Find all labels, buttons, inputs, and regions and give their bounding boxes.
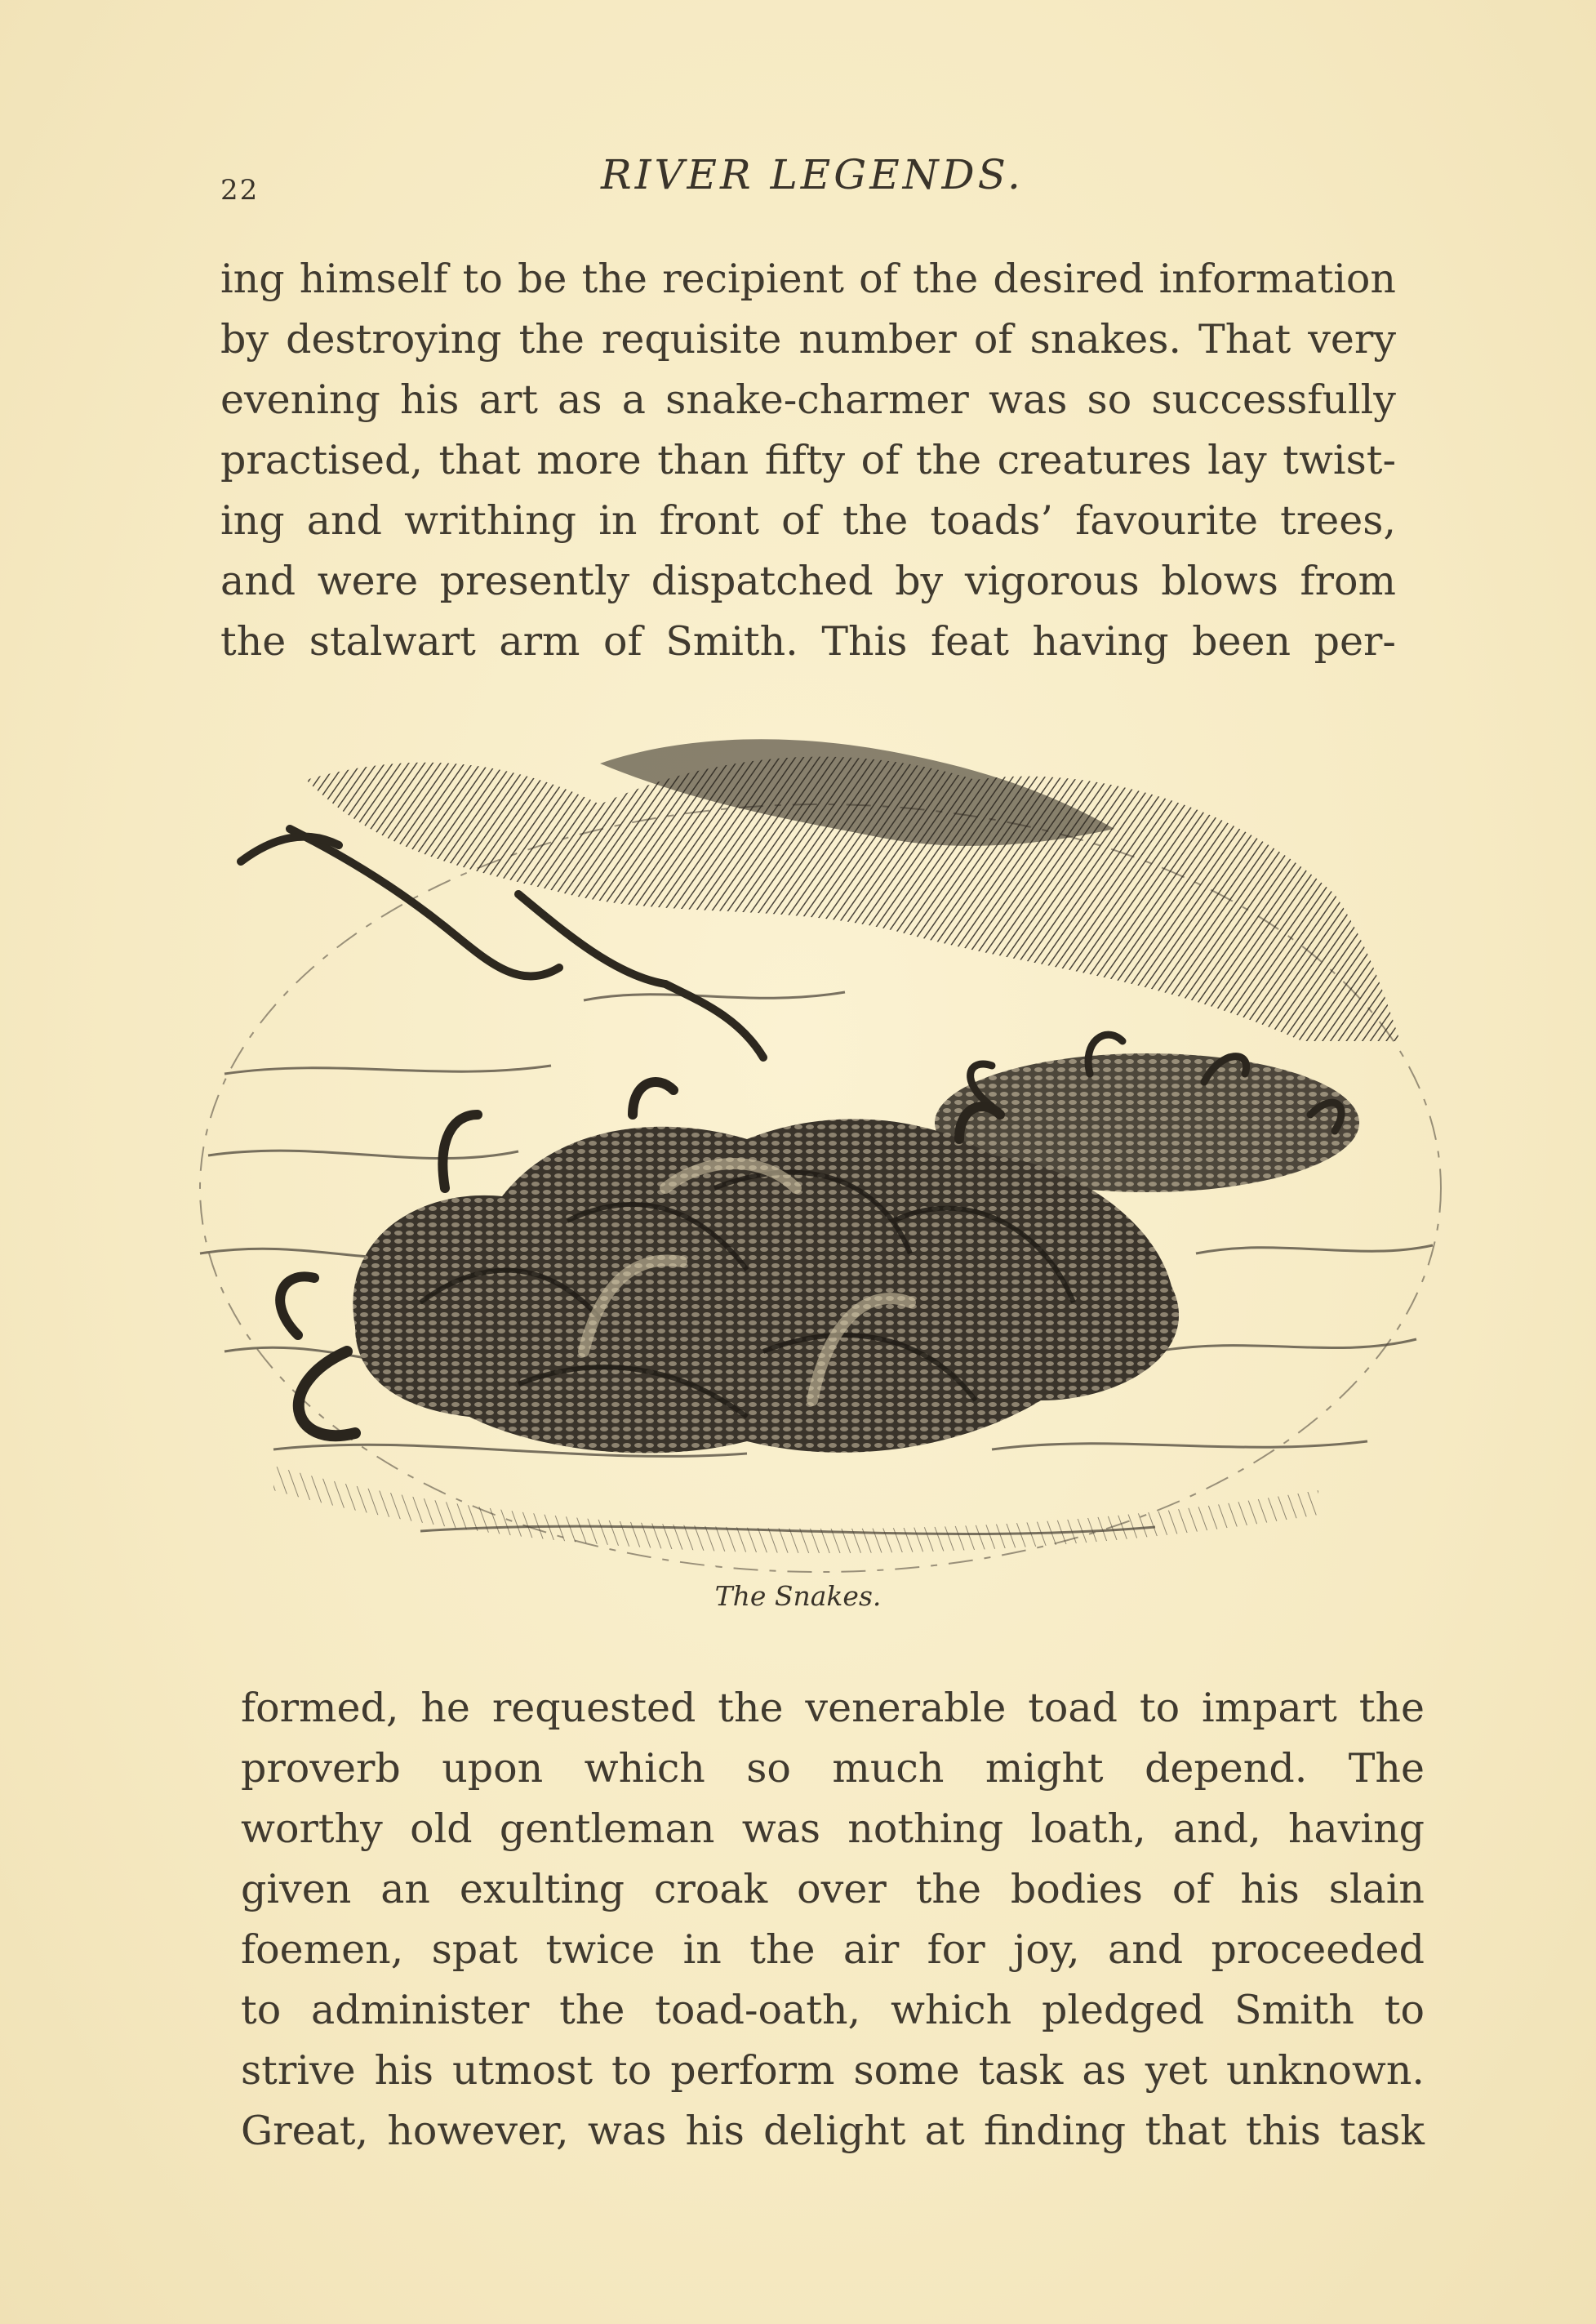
text-line: by destroying the requisite number of snakes. That very bbox=[220, 316, 1396, 363]
text-line: the stalwart arm of Smith. This feat having been per- bbox=[220, 618, 1396, 665]
text-line: evening his art as a snake-charmer was so successfully bbox=[220, 376, 1396, 423]
snakes-illustration bbox=[176, 731, 1449, 1588]
text-line: foemen, spat twice in the air for joy, and proceeded bbox=[241, 1926, 1425, 1973]
text-line: strive his utmost to perform some task as yet unknown. bbox=[241, 2047, 1425, 2094]
text-line: ing himself to be the recipient of the desired information bbox=[220, 256, 1396, 302]
paragraph-top bbox=[220, 249, 1396, 672]
text-line: proverb upon which so much might depend. The bbox=[241, 1745, 1425, 1792]
text-line: formed, he requested the venerable toad to impart the bbox=[241, 1685, 1425, 1731]
page-number: 22 bbox=[220, 174, 260, 207]
text-line: practised, that more than fifty of the creatures lay twist- bbox=[220, 437, 1396, 483]
text-line: to administer the toad-oath, which pledged Smith to bbox=[241, 1987, 1425, 2033]
running-head bbox=[220, 151, 1404, 216]
text-line: and were presently dispatched by vigorous blows from bbox=[220, 558, 1396, 604]
snakes-engraving bbox=[176, 731, 1449, 1588]
text-line: Great, however, was his delight at finding that this task bbox=[241, 2108, 1425, 2154]
text-line: given an exulting croak over the bodies of his slain bbox=[241, 1866, 1425, 1912]
running-title: RIVER LEGENDS. bbox=[601, 151, 1024, 198]
paragraph-bottom bbox=[241, 1678, 1425, 2161]
text-line: ing and writhing in front of the toads’ favourite trees, bbox=[220, 497, 1396, 544]
figure-caption: The Snakes. bbox=[714, 1580, 882, 1612]
text-line: worthy old gentleman was nothing loath, and, having bbox=[241, 1805, 1425, 1852]
